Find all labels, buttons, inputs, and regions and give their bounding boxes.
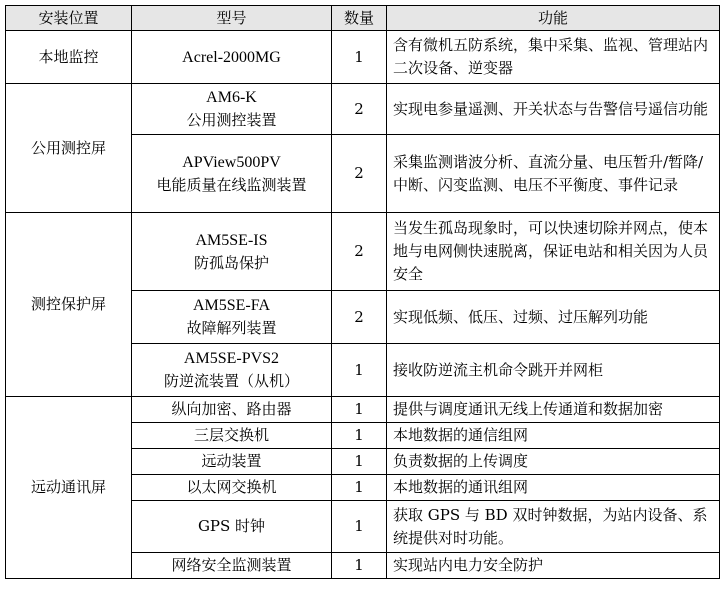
table-row bbox=[6, 84, 720, 135]
quantity-cell: 1 bbox=[332, 501, 387, 553]
model-cell: GPS 时钟 bbox=[132, 501, 332, 553]
model-cell: 网络安全监测装置 bbox=[132, 553, 332, 579]
location-cell: 测控保护屏 bbox=[6, 213, 132, 397]
location-cell: 远动通讯屏 bbox=[6, 397, 132, 579]
model-cell: Acrel-2000MG bbox=[132, 31, 332, 84]
quantity-cell: 1 bbox=[332, 423, 387, 449]
table-row bbox=[6, 213, 720, 291]
model-code: AM5SE-PVS2 bbox=[183, 350, 280, 367]
quantity-cell: 1 bbox=[332, 449, 387, 475]
model-code: AM6-K bbox=[206, 89, 257, 106]
table-row bbox=[6, 31, 720, 84]
quantity-cell: 2 bbox=[332, 291, 387, 344]
model-code: APView500PV bbox=[182, 153, 281, 171]
function-cell: 实现电参量遥测、开关状态与告警信号遥信功能 bbox=[387, 84, 720, 135]
model-desc: 防逆流装置（从机） bbox=[163, 372, 299, 390]
model-cell: 以太网交换机 bbox=[132, 475, 332, 501]
header-quantity: 数量 bbox=[332, 6, 387, 31]
quantity-cell: 1 bbox=[332, 344, 387, 397]
equipment-table bbox=[5, 5, 720, 579]
model-cell: 纵向加密、路由器 bbox=[132, 397, 332, 423]
header-location: 安装位置 bbox=[6, 6, 132, 31]
header-model: 型号 bbox=[132, 6, 332, 31]
model-desc: 防孤岛保护 bbox=[193, 253, 269, 272]
model-desc: 公用测控装置 bbox=[186, 111, 277, 129]
model-desc: 故障解列装置 bbox=[186, 319, 277, 337]
quantity-cell: 1 bbox=[332, 397, 387, 423]
model-cell: 远动装置 bbox=[132, 449, 332, 475]
header-function: 功能 bbox=[387, 6, 720, 31]
function-cell: 实现低频、低压、过频、过压解列功能 bbox=[387, 291, 720, 344]
function-cell: 本地数据的通讯组网 bbox=[387, 475, 720, 501]
model-cell bbox=[132, 291, 332, 344]
quantity-cell: 1 bbox=[332, 553, 387, 579]
function-cell: 本地数据的通信组网 bbox=[387, 423, 720, 449]
function-cell: 负责数据的上传调度 bbox=[387, 449, 720, 475]
model-cell bbox=[132, 84, 332, 135]
quantity-cell: 2 bbox=[332, 213, 387, 291]
table-row bbox=[6, 397, 720, 423]
model-cell bbox=[132, 135, 332, 213]
location-cell: 公用测控屏 bbox=[6, 84, 132, 213]
function-cell: 接收防逆流主机命令跳开并网柜 bbox=[387, 344, 720, 397]
function-cell: 采集监测谐波分析、直流分量、电压暂升/暂降/中断、闪变监测、电压不平衡度、事件记录 bbox=[387, 135, 720, 213]
function-cell: 获取 GPS 与 BD 双时钟数据，为站内设备、系统提供对时功能。 bbox=[387, 501, 720, 553]
quantity-cell: 2 bbox=[332, 135, 387, 213]
quantity-cell: 2 bbox=[332, 84, 387, 135]
model-cell: 三层交换机 bbox=[132, 423, 332, 449]
header-row bbox=[6, 6, 720, 31]
location-cell: 本地监控 bbox=[6, 31, 132, 84]
function-cell: 当发生孤岛现象时，可以快速切除并网点，使本地与电网侧快速脱离，保证电站和相关因为人员安全 bbox=[387, 213, 720, 291]
function-cell: 提供与调度通讯无线上传通道和数据加密 bbox=[387, 397, 720, 423]
model-cell bbox=[132, 344, 332, 397]
model-desc: 电能质量在线监测装置 bbox=[156, 175, 307, 194]
function-cell: 含有微机五防系统，集中采集、监视、管理站内二次设备、逆变器 bbox=[387, 31, 720, 84]
quantity-cell: 1 bbox=[332, 31, 387, 84]
model-cell bbox=[132, 213, 332, 291]
model-code: AM5SE-IS bbox=[195, 231, 268, 249]
quantity-cell: 1 bbox=[332, 475, 387, 501]
function-cell: 实现站内电力安全防护 bbox=[387, 553, 720, 579]
model-code: AM5SE-FA bbox=[192, 297, 271, 314]
